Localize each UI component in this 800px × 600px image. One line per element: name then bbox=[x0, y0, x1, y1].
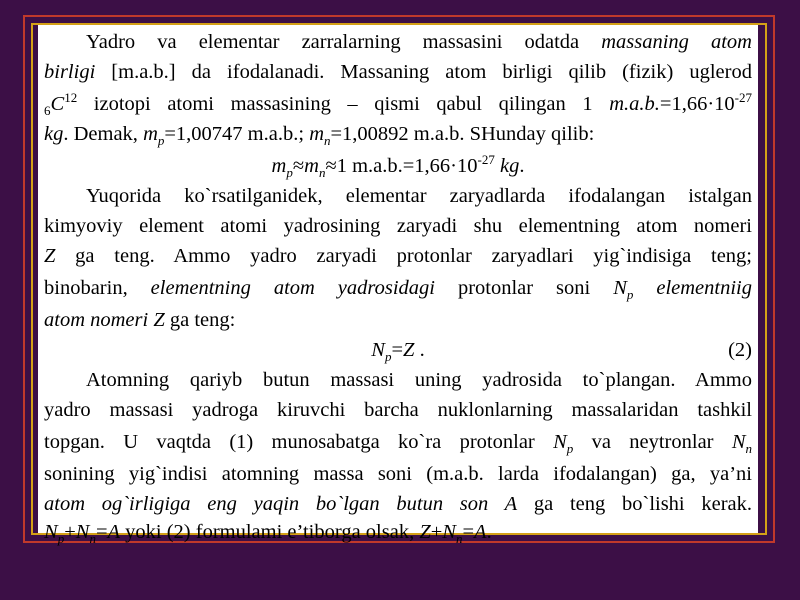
p1-line-2: birligi [m.a.b.] da ifodalanadi. Massaning atom birligi qilib (fizik) uglerod bbox=[44, 61, 752, 83]
p3-line-5: atom og`irligiga eng yaqin bo`lgan butun son A ga teng bo`lishi kerak. bbox=[44, 493, 753, 515]
p1-line-1: Yadro va elementar zarralarning massasini odatda massaning atom bbox=[86, 31, 752, 53]
p1-line-3: $_6C^{12}$ izotopi atomi massasining – qismi qabul qilingan 1 $m.a.b.=1,66\cdot 10^{-27}$ bbox=[44, 90, 752, 119]
p3-line-2: yadro massasi yadroga kiruvchi barcha nuklonlarning massalaridan tashkil bbox=[44, 399, 752, 421]
p2-line-1: Yuqorida ko`rsatilganidek, elementar zaryadlarda ifodalangan istalgan bbox=[86, 185, 752, 207]
p2-line-4: binobarin, elementning atom yadrosidagi protonlar soni $N_p$ elementniig bbox=[44, 277, 752, 303]
p2-line-5: atom nomeri Z ga teng: bbox=[44, 309, 236, 331]
equation-2: $N_p=Z$ . bbox=[371, 339, 425, 365]
p2-line-2: kimyoviy element atomi yadrosining zaryadi shu elementning atom nomeri bbox=[44, 215, 752, 237]
equation-1: $m_p\approx m_n\approx 1$ $m.a.b.=1,66\cdot 10^{-27}$ kg. bbox=[271, 152, 525, 181]
p3-line-3: topgan. U vaqtda (1) munosabatga ko`ra protonlar $N_p$ va neytronlar $N_n$ bbox=[44, 431, 753, 457]
equation-2-number: (2) bbox=[728, 339, 752, 361]
p3-line-6: $N_p+N_n=A$ yoki (2) formulami e’tiborga olsak, $Z+N_n=A$. bbox=[44, 521, 492, 547]
p3-line-4: sonining yig`indisi atomning massa soni (m.a.b. larda ifodalangan) ga, ya’ni bbox=[44, 463, 752, 485]
p2-line-3: Z ga teng. Ammo yadro zaryadi protonlar zaryadlari yig`indisiga teng; bbox=[44, 245, 752, 267]
p3-line-1: Atomning qariyb butun massasi uning yadrosida to`plangan. Ammo bbox=[86, 369, 752, 391]
text-page bbox=[38, 25, 758, 547]
p1-line-4: kg. Demak, $m_p=1,00747$ m.a.b.; $m_n=1,00892$ m.a.b. SHunday qilib: bbox=[44, 123, 595, 149]
